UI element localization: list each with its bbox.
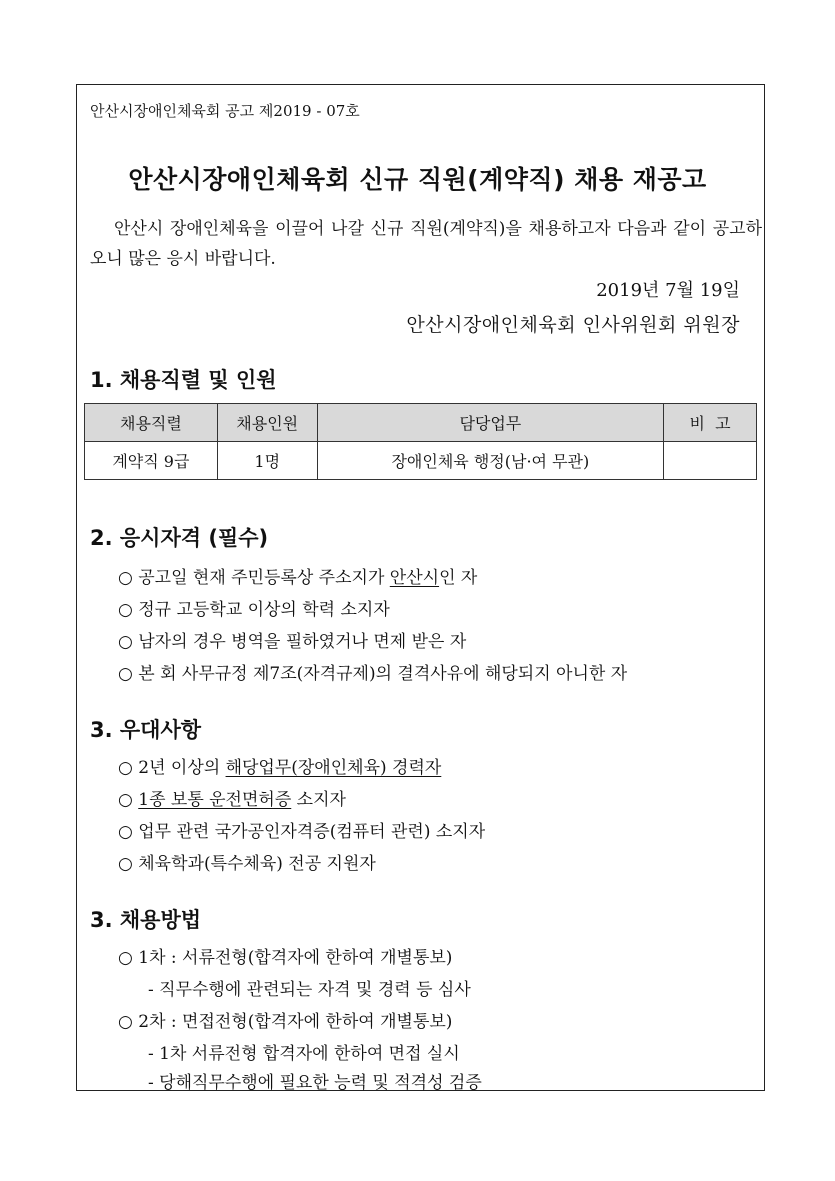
list-subitem: - 당해직무수행에 필요한 능력 및 적격성 검증 [148, 1073, 482, 1093]
list-item: ○ 1종 보통 운전면허증 소지자 [118, 790, 346, 810]
circle-bullet-icon: ○ [118, 854, 133, 874]
circle-bullet-icon: ○ [118, 664, 133, 684]
circle-bullet-icon: ○ [118, 758, 133, 778]
list-item: ○ 체육학과(특수체육) 전공 지원자 [118, 854, 376, 874]
circle-bullet-icon: ○ [118, 1012, 133, 1032]
underlined-text: 해당업무(장애인체육) 경력자 [225, 758, 442, 778]
table-header: 채용인원 [217, 404, 317, 442]
circle-bullet-icon: ○ [118, 600, 133, 620]
list-item: ○ 2차 : 면접전형(합격자에 한하여 개별통보) [118, 1012, 453, 1032]
dash-bullet-icon: - [148, 980, 154, 1000]
section3-heading: 3. 우대사항 [90, 718, 202, 742]
circle-bullet-icon: ○ [118, 822, 133, 842]
section2-heading: 2. 응시자격 (필수) [90, 526, 269, 550]
underlined-text: 1종 보통 운전면허증 [138, 790, 292, 810]
notice-number: 안산시장애인체육회 공고 제2019 - 07호 [90, 102, 360, 120]
table-header-row [85, 404, 757, 442]
list-subitem: - 직무수행에 관련되는 자격 및 경력 등 심사 [148, 980, 471, 1000]
table-cell: 장애인체육 행정(남·여 무관) [317, 442, 663, 480]
section4-heading: 3. 채용방법 [90, 908, 202, 932]
table-cell: 1명 [217, 442, 317, 480]
list-item: ○ 본 회 사무규정 제7조(자격규제)의 결격사유에 해당되지 아니한 자 [118, 664, 628, 684]
list-item: ○ 업무 관련 국가공인자격증(컴퓨터 관련) 소지자 [118, 822, 486, 842]
list-subitem: - 1차 서류전형 합격자에 한하여 면접 실시 [148, 1044, 460, 1064]
dash-bullet-icon: - [148, 1073, 154, 1093]
intro-paragraph: 안산시 장애인체육을 이끌어 나갈 신규 직원(계약직)을 채용하고자 다음과 같이 공고하오니 많은 응시 바랍니다. [90, 219, 762, 269]
list-item: ○ 정규 고등학교 이상의 학력 소지자 [118, 600, 390, 620]
table-header: 담당업무 [317, 404, 663, 442]
list-item: ○ 1차 : 서류전형(합격자에 한하여 개별통보) [118, 948, 453, 968]
table-row [85, 442, 757, 480]
circle-bullet-icon: ○ [118, 790, 133, 810]
list-item: ○ 남자의 경우 병역을 필하였거나 면제 받은 자 [118, 632, 467, 652]
table-header: 비 고 [664, 404, 757, 442]
positions-table [84, 403, 757, 480]
announcement-date: 2019년 7월 19일 [596, 280, 740, 301]
underlined-text: 안산시 [389, 568, 440, 588]
table-header: 채용직렬 [85, 404, 218, 442]
list-item: ○ 공고일 현재 주민등록상 주소지가 안산시인 자 [118, 568, 478, 588]
dash-bullet-icon: - [148, 1044, 154, 1064]
document-title: 안산시장애인체육회 신규 직원(계약직) 채용 재공고 [128, 165, 707, 194]
issuer: 안산시장애인체육회 인사위원회 위원장 [406, 314, 740, 336]
circle-bullet-icon: ○ [118, 568, 133, 588]
circle-bullet-icon: ○ [118, 948, 133, 968]
table-cell: 계약직 9급 [85, 442, 218, 480]
section1-heading: 1. 채용직렬 및 인원 [90, 368, 277, 392]
circle-bullet-icon: ○ [118, 632, 133, 652]
table-cell [664, 442, 757, 480]
list-item: ○ 2년 이상의 해당업무(장애인체육) 경력자 [118, 758, 442, 778]
